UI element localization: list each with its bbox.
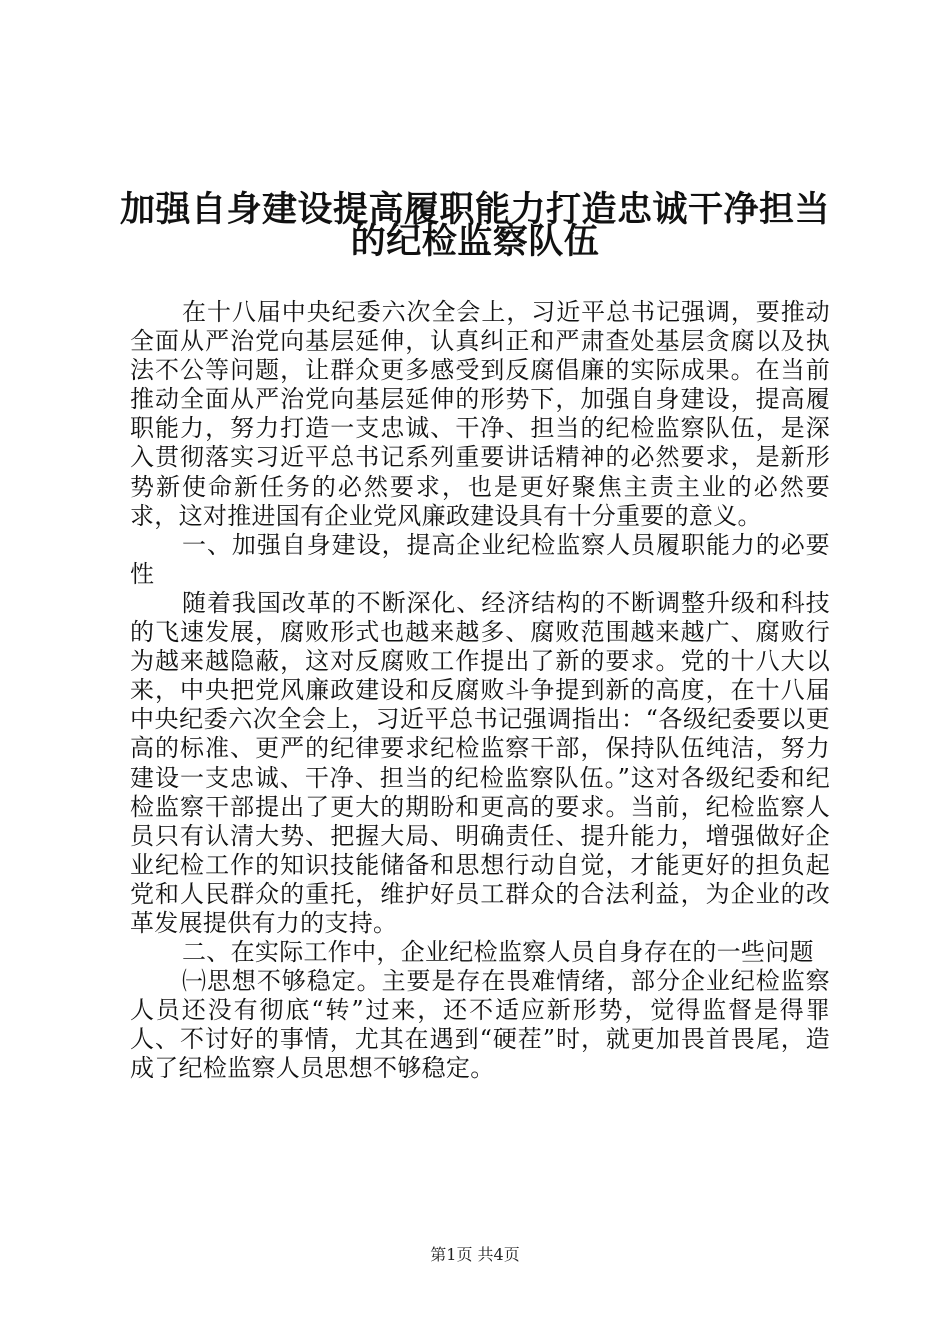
document-body xyxy=(130,298,830,1084)
paragraph-section-1: 随着我国改革的不断深化、经济结构的不断调整升级和科技的飞速发展，腐败形式也越来越多、腐败范围越来越广、腐败行为越来越隐蔽，这对反腐败工作提出了新的要求。党的十八大以来，中央把党风廉政建设和反腐败斗争提到新的高度，在十八届中央纪委六次全会上，习近平总书记强调指出：“各级纪委要以更高的标准、更严的纪律要求纪检监察干部，保持队伍纯洁，努力建设一支忠诚、干净、担当的纪检监察队伍。”这对各级纪委和纪检监察干部提出了更大的期盼和更高的要求。当前，纪检监察人员只有认清大势、把握大局、明确责任、提升能力，增强做好企业纪检工作的知识技能储备和思想行动自觉，才能更好的担负起党和人民群众的重托，维护好员工群众的合法利益，为企业的改革发展提供有力的支持。 xyxy=(130,588,830,937)
section-heading-1: 一、加强自身建设，提高企业纪检监察人员履职能力的必要性 xyxy=(130,530,830,588)
page-footer: 第1页 共4页 xyxy=(430,1245,520,1264)
document-title-line-2: 的纪检监察队伍 xyxy=(350,221,600,262)
document-title-line-1: 加强自身建设提高履职能力打造忠诚干净担当 xyxy=(119,189,830,230)
section-heading-2: 二、在实际工作中，企业纪检监察人员自身存在的一些问题 xyxy=(182,938,814,967)
paragraph-intro: 在十八届中央纪委六次全会上，习近平总书记强调，要推动全面从严治党向基层延伸，认真纠正和严肃查处基层贪腐以及执法不公等问题，让群众更多感受到反腐倡廉的实际成果。在当前推动全面从严治党向基层延伸的形势下，加强自身建设，提高履职能力，努力打造一支忠诚、干净、担当的纪检监察队伍，是深入贯彻落实习近平总书记系列重要讲话精神的必然要求，是新形势新使命新任务的必然要求，也是更好聚焦主责主业的必然要求，这对推进国有企业党风廉政建设具有十分重要的意义。 xyxy=(130,298,830,530)
paragraph-subsection-1: ㈠思想不够稳定。主要是存在畏难情绪，部分企业纪检监察人员还没有彻底“转”过来，还不适应新形势，觉得监督是得罪人、不讨好的事情，尤其在遇到“硬茬”时，就更加畏首畏尾，造成了纪检监察人员思想不够稳定。 xyxy=(130,967,830,1083)
